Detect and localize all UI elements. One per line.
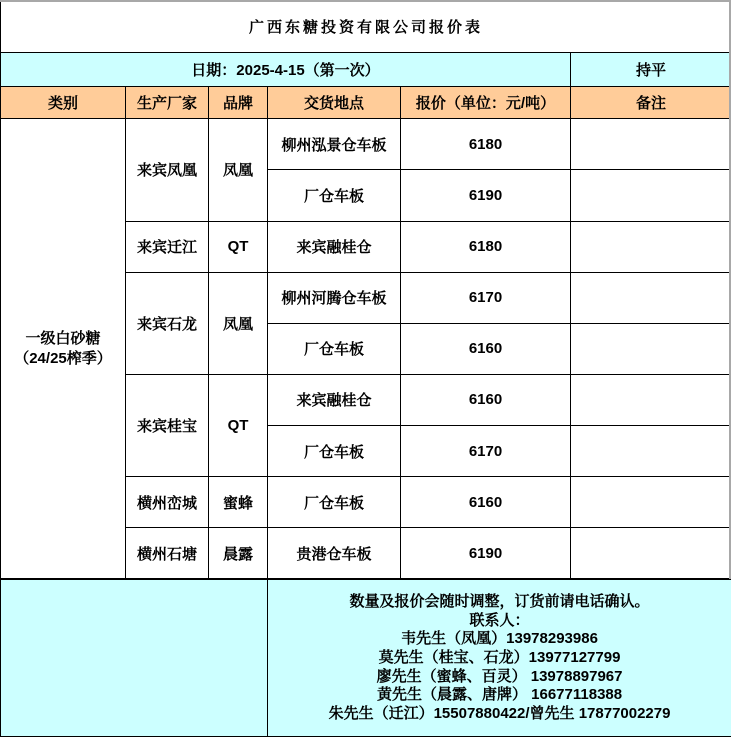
price-cell: 6160 bbox=[401, 477, 571, 528]
price-cell: 6160 bbox=[401, 323, 571, 374]
price-cell: 6160 bbox=[401, 374, 571, 425]
remark-cell bbox=[571, 528, 731, 580]
footer-line-notice: 数量及报价会随时调整，订货前请电话确认。 bbox=[349, 593, 650, 611]
footer-line-contact: 韦先生（凤凰）13978293986 bbox=[401, 630, 598, 648]
col-header-category: 类别 bbox=[1, 87, 126, 119]
remark-cell bbox=[571, 374, 731, 425]
location-cell: 柳州河腾仓车板 bbox=[268, 272, 401, 323]
category-line2: （24/25榨季） bbox=[14, 349, 112, 367]
footer-line-contact: 朱先生（迁江）15507880422/曾先生 17877002279 bbox=[328, 704, 671, 722]
date-row bbox=[1, 53, 731, 87]
location-cell: 厂仓车板 bbox=[268, 477, 401, 528]
location-cell: 来宾融桂仓 bbox=[268, 221, 401, 272]
table-row bbox=[1, 119, 731, 170]
producer-cell: 横州峦城 bbox=[126, 477, 209, 528]
category-cell bbox=[1, 119, 126, 580]
col-header-brand: 品牌 bbox=[209, 87, 268, 119]
location-cell: 贵港仓车板 bbox=[268, 528, 401, 580]
remark-cell bbox=[571, 170, 731, 221]
column-header-row bbox=[1, 87, 731, 119]
location-cell: 厂仓车板 bbox=[268, 426, 401, 477]
brand-cell: QT bbox=[209, 374, 268, 476]
price-cell: 6190 bbox=[401, 528, 571, 580]
producer-cell: 来宾迁江 bbox=[126, 221, 209, 272]
producer-cell: 来宾石龙 bbox=[126, 272, 209, 374]
remark-cell bbox=[571, 323, 731, 374]
footer-line-contacts-label: 联系人： bbox=[469, 611, 530, 629]
remark-cell bbox=[571, 272, 731, 323]
price-cell: 6170 bbox=[401, 272, 571, 323]
col-header-producer: 生产厂家 bbox=[126, 87, 209, 119]
top-edge-strip bbox=[0, 0, 731, 2]
remark-cell bbox=[571, 119, 731, 170]
footer-line-contact: 黄先生（晨露、唐牌） 16677118388 bbox=[376, 686, 623, 704]
footer-left-cell bbox=[1, 579, 268, 736]
remark-cell bbox=[571, 477, 731, 528]
brand-cell: 晨露 bbox=[209, 528, 268, 580]
col-header-location: 交货地点 bbox=[268, 87, 401, 119]
location-cell: 来宾融桂仓 bbox=[268, 374, 401, 425]
location-cell: 柳州泓景仓车板 bbox=[268, 119, 401, 170]
brand-cell: QT bbox=[209, 221, 268, 272]
remark-cell bbox=[571, 221, 731, 272]
location-cell: 厂仓车板 bbox=[268, 170, 401, 221]
remark-cell bbox=[571, 426, 731, 477]
price-cell: 6180 bbox=[401, 221, 571, 272]
footer-line-contact: 廖先生（蜜蜂、百灵） 13978897967 bbox=[376, 667, 623, 685]
price-cell: 6180 bbox=[401, 119, 571, 170]
brand-cell: 蜜蜂 bbox=[209, 477, 268, 528]
producer-cell: 横州石塘 bbox=[126, 528, 209, 580]
col-header-remark: 备注 bbox=[571, 87, 731, 119]
brand-cell: 凤凰 bbox=[209, 119, 268, 221]
trend-status-badge: 持平 bbox=[571, 53, 731, 87]
brand-cell: 凤凰 bbox=[209, 272, 268, 374]
footer-row bbox=[1, 579, 731, 736]
location-cell: 厂仓车板 bbox=[268, 323, 401, 374]
producer-cell: 来宾桂宝 bbox=[126, 374, 209, 476]
title-row bbox=[1, 1, 731, 53]
price-cell: 6170 bbox=[401, 426, 571, 477]
footer-line-contact: 莫先生（桂宝、石龙）13977127799 bbox=[378, 648, 621, 666]
date-cell: 日期：2025-4-15（第一次） bbox=[1, 53, 571, 87]
price-cell: 6190 bbox=[401, 170, 571, 221]
col-header-price: 报价（单位：元/吨） bbox=[401, 87, 571, 119]
producer-cell: 来宾凤凰 bbox=[126, 119, 209, 221]
category-line1: 一级白砂糖 bbox=[25, 329, 101, 347]
page-title: 广西东糖投资有限公司报价表 bbox=[1, 1, 731, 53]
footer-note-cell bbox=[268, 579, 731, 736]
